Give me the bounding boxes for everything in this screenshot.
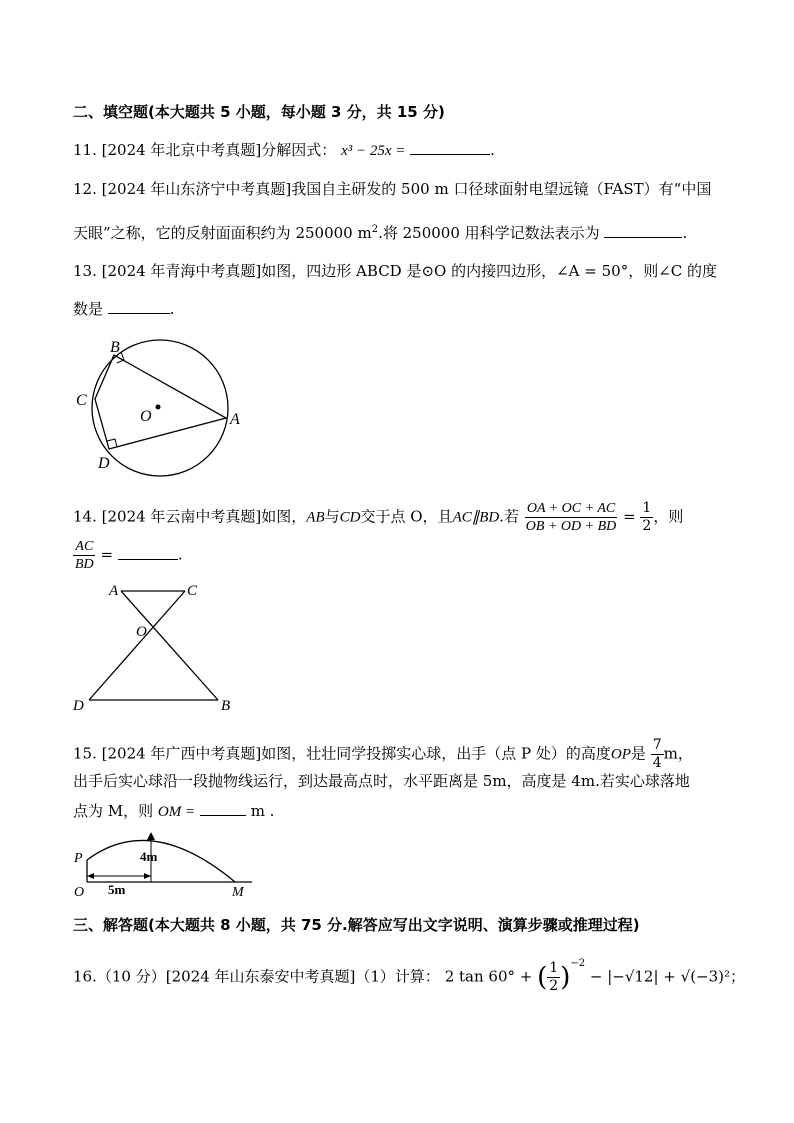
circle-quadrilateral-figure [70,335,250,480]
question-13-line1 [73,260,717,282]
question-15-line3 [73,800,274,823]
fraction-numerator: 1 [642,500,652,516]
label-d: D [98,455,110,472]
label-distance: 5m [108,882,126,897]
question-14-line1 [73,500,683,535]
question-number: 13. [73,262,97,280]
arrow-right-icon [144,873,151,879]
question-12-line2: 天眼”之称，它的反射面面积约为 250000 $m^2$.将 250000 用科学记数法表示为 . [73,224,688,242]
label-o: O [140,408,152,425]
answer-blank[interactable] [410,140,490,155]
math-ab: AB [306,509,325,526]
fraction-denominator: BD [75,557,94,572]
center-point [156,405,161,410]
question-text: 出手后实心球沿一段抛物线运行，到达最高点时，水平距离是 5m，高度是 4m.若实心球落地 [73,772,690,790]
question-text: 天眼”之称，它的反射面面积约为 250000 m [73,224,372,242]
question-number: 14. [73,507,97,526]
label-p: P [74,851,83,866]
math-expression: 2 tan 60° + [444,967,533,986]
question-14-line2: $\frac{AC}{BD}$ = . [75,539,183,572]
question-15-line1 [73,737,693,772]
label-height: 4m [140,849,158,864]
question-text: 数是 [73,300,104,318]
question-text: .将 250000 用科学记数法表示为 [378,224,600,242]
question-text: [2024 年云南中考真题]如图， [101,507,307,526]
question-text: [2024 年山东济宁中考真题]我国自主研发的 500 m 口径球面射电望远镜（FAST）有“中国 [101,180,712,198]
quadrilateral-abcd [95,355,226,449]
question-text: ，则 [653,507,684,526]
label-o: O [136,624,147,640]
answer-blank[interactable] [604,223,682,238]
superscript: 2 [371,224,379,235]
fraction-numerator: AC [75,539,94,554]
question-text: 交于点 O，且 [360,507,453,526]
fraction-denominator: 4 [652,755,662,771]
unit-text: m， [663,744,693,763]
question-12-line1 [73,178,711,200]
math-op: OP [610,746,631,763]
question-text: [2024 年北京中考真题]分解因式： [101,141,337,159]
label-a: A [109,583,119,599]
punctuation: ； [730,967,746,986]
label-d: D [73,698,84,714]
segment-ab [121,591,218,700]
fraction-numerator: OA + OC + AC [526,501,616,516]
question-text: 与 [324,507,340,526]
equals-sign: = [623,507,636,526]
question-text: .若 [499,507,520,526]
question-15-line2 [73,770,690,792]
question-text: 是 [630,744,646,763]
question-text: （10 分）[2024 年山东泰安中考真题]（1）计算： [96,967,440,986]
question-13-line2: 数是 . [73,300,175,318]
parabola-figure [70,828,260,900]
question-16 [73,957,746,995]
math-cd: CD [339,509,361,526]
question-text: [2024 年青海中考真题]如图，四边形 ABCD 是⊙O 的内接四边形，∠A = 50°，则∠C 的度 [101,262,718,280]
answer-blank[interactable] [118,545,178,560]
answer-blank[interactable] [108,299,170,314]
exponent: −2 [570,957,586,969]
question-number: 15. [73,744,97,763]
math-parallel: AC∥BD [452,509,500,526]
label-a: A [230,411,240,428]
question-text: 点为 M，则 [73,802,154,820]
label-b: B [110,339,120,356]
label-m: M [232,885,244,900]
fraction-numerator: 7 [652,737,662,753]
sum-fraction [524,500,618,535]
question-number: 16. [73,967,97,986]
question-text: [2024 年广西中考真题]如图，壮壮同学投掷实心球，出手（点 P 处）的高度 [101,744,611,763]
left-paren: ( [537,962,548,993]
crossing-lines-figure [70,580,240,715]
fraction-denominator: 2 [549,978,559,994]
unit-text: m . [250,802,275,820]
label-c: C [187,583,198,599]
label-b: B [221,698,231,714]
segment-cd [89,591,185,700]
label-c: C [76,392,87,409]
answer-blank[interactable] [200,801,246,816]
section-title: 三、解答题(本大题共 8 小题，共 75 分.解答应写出文字说明、演算步骤或推理过程) [73,916,640,934]
fraction-denominator: 2 [642,518,652,534]
half-fraction [640,500,653,535]
arrow-up-icon [147,832,155,840]
arrow-left-icon [87,873,94,879]
fraction-numerator: 1 [549,960,559,976]
math-expression: − |−√12| + √(−3)² [589,967,731,986]
label-o: O [74,885,85,900]
question-number: 12. [73,180,97,198]
height-fraction [651,737,664,772]
section-title: 二、填空题(本大题共 5 小题，每小题 3 分，共 15 分) [73,103,445,121]
right-paren: ) [560,962,571,993]
equals-sign: = [100,545,114,564]
math-expression: x³ − 25x = [341,143,406,159]
fraction-denominator: OB + OD + BD [525,519,617,534]
question-11: 11. [2024 年北京中考真题]分解因式： x³ − 25x = . [73,141,495,159]
half-fraction [547,960,560,995]
question-number: 11. [73,141,97,159]
math-om: OM = [157,804,196,820]
ratio-fraction [73,538,96,573]
